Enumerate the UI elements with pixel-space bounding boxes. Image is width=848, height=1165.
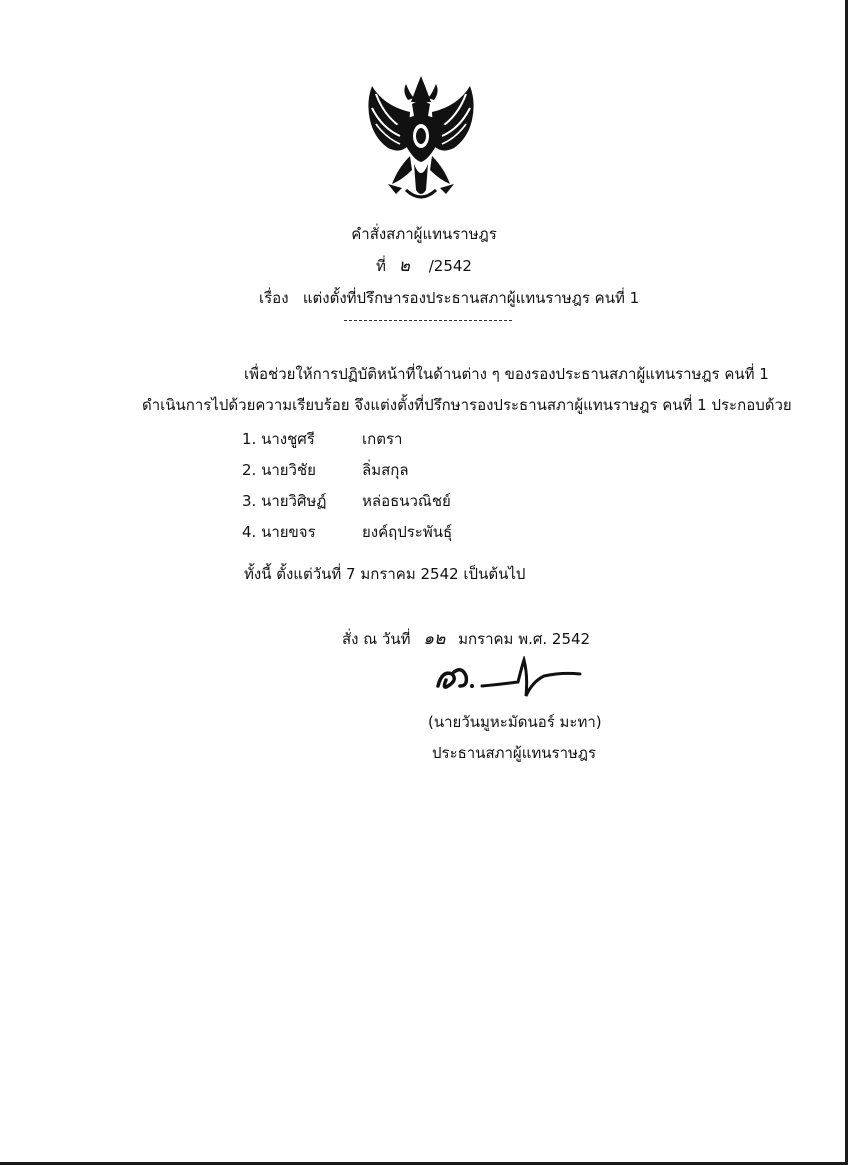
signer-title: ประธานสภาผู้แทนราษฎร [432,744,597,762]
order-number-line [0,256,848,276]
separator-line [344,320,512,321]
paragraph-line-2: ดำเนินการไปด้วยความเรียบร้อย จึงแต่งตั้งที่ปรึกษารองประธานสภาผู้แทนราษฎร คนที่ 1 ประกอบด้วย [142,396,792,414]
given-day-handwritten: ๑๒ [423,629,446,649]
subject-label: เรื่อง [259,289,289,307]
given-prefix: สั่ง ณ วันที่ [342,630,411,648]
subject-text: แต่งตั้งที่ปรึกษารองประธานสภาผู้แทนราษฎร คนที่ 1 [302,289,640,307]
handwritten-signature-icon [432,656,582,704]
member-surname: หล่อธนวณิชย์ [362,492,451,510]
order-title: คำสั่งสภาผู้แทนราษฎร [351,225,497,243]
order-number-handwritten: ๒ [398,256,410,276]
member-surname: ลิ่มสกุล [362,461,409,479]
signer-name: (นายวันมูหะมัดนอร์ มะทา) [428,713,602,731]
member-surname: ยงค์ฤประพันธุ์ [362,523,453,541]
member-given-name: 2. นายวิชัย [242,461,316,479]
order-number-prefix: ที่ [376,257,386,275]
given-rest: มกราคม พ.ศ. 2542 [458,630,591,648]
effective-date-line: ทั้งนี้ ตั้งแต่วันที่ 7 มกราคม 2542 เป็นต้นไป [244,565,526,583]
order-subject-line [259,288,639,308]
garuda-emblem-icon [362,72,480,204]
given-date-line [342,629,590,649]
member-surname: เกตรา [362,430,403,448]
member-given-name: 3. นายวิศิษฏ์ [242,492,327,510]
paragraph-line-1: เพื่อช่วยให้การปฏิบัติหน้าที่ในด้านต่าง ๆ ของรองประธานสภาผู้แทนราษฎร คนที่ 1 [244,365,769,383]
member-given-name: 1. นางชูศรี [242,430,315,448]
order-number-suffix: /2542 [428,257,472,275]
member-given-name: 4. นายขจร [242,523,316,541]
